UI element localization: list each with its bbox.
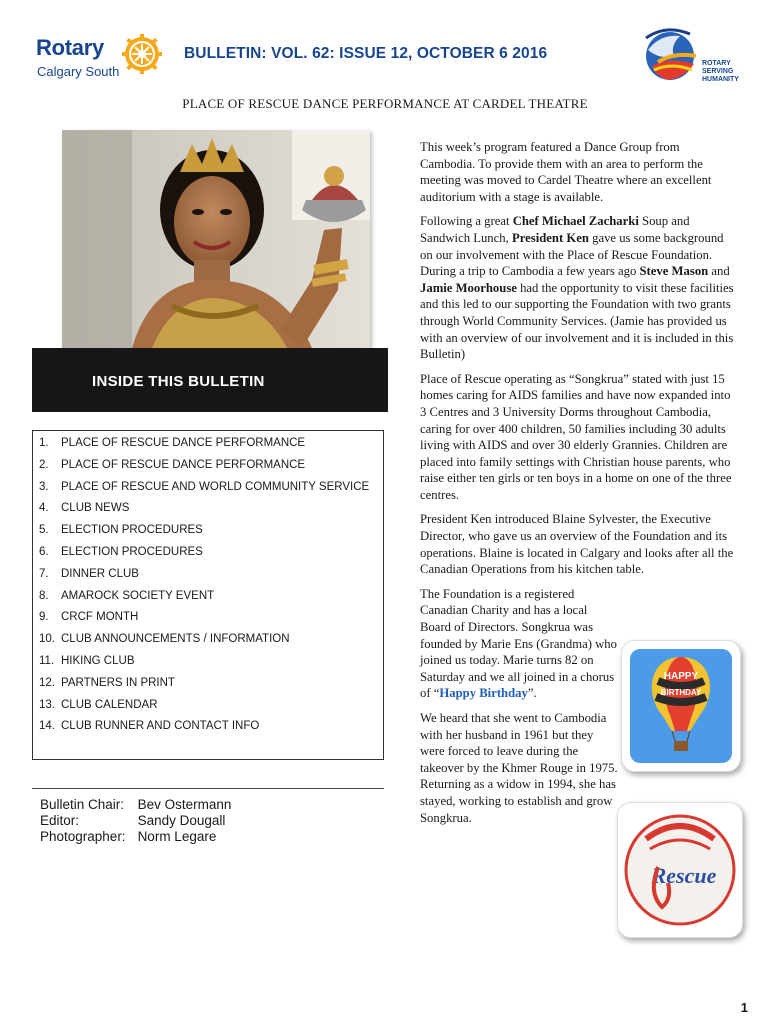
toc-item-number: 1. (39, 437, 49, 449)
toc-item (39, 437, 369, 459)
toc-item-label: ELECTION PROCEDURES (61, 524, 203, 537)
toc-item-label: PARTNERS IN PRINT (61, 676, 175, 689)
toc-item-number: 14. (39, 720, 55, 733)
rotary-wheel-icon (120, 32, 164, 76)
toc-item-number: 4. (39, 502, 49, 515)
toc-item-number: 12. (39, 676, 55, 689)
name-chef-michael-zacharki: Chef Michael Zacharki (512, 214, 639, 229)
text-run: gave us some background on our involvement with the Place of Rescue Foundation. During a trip to Cambodia a few years ago (420, 230, 724, 279)
article-paragraph-foundation (420, 586, 618, 702)
credit-name: Bev Ostermann (137, 797, 232, 812)
toc-item (39, 459, 369, 481)
article-paragraph-intro: This week’s program featured a Dance Group from Cambodia. To provide them with an area to perform the meeting was moved to Cardel Theatre where an excellent auditorium with a stage is available. (420, 140, 712, 204)
credit-row (40, 797, 243, 813)
bulletin-title: BULLETIN: VOL. 62: ISSUE 12, OCTOBER 6 2016 (184, 45, 548, 62)
name-president-ken: President Ken (511, 230, 589, 245)
toc-item-label: PLACE OF RESCUE DANCE PERFORMANCE (61, 458, 306, 471)
hot-air-balloon-icon (622, 641, 740, 771)
toc-item-label: DINNER CLUB (61, 567, 139, 580)
toc-item-label: AMAROCK SOCIETY EVENT (61, 589, 215, 602)
toc-item-number: 6. (39, 545, 49, 558)
toc-item-label: CRCF MONTH (61, 611, 139, 624)
toc-item (39, 568, 369, 590)
article-headline: PLACE OF RESCUE DANCE PERFORMANCE AT CARDEL THEATRE (182, 96, 588, 111)
toc-item (39, 699, 369, 721)
name-steve-mason: Steve Mason (639, 264, 709, 279)
theme-text-serving: SERVING (702, 68, 734, 75)
text-run: Following a great (420, 214, 513, 229)
credits-table (40, 797, 243, 845)
toc-item-number: 7. (39, 567, 49, 580)
table-of-contents (32, 430, 384, 760)
credit-name: Sandy Dougall (137, 813, 226, 828)
toc-item (39, 481, 369, 503)
toc-item (39, 720, 369, 742)
toc-item (39, 655, 369, 677)
text-run: and (708, 264, 730, 279)
toc-item (39, 546, 369, 568)
rotary-serving-humanity-logo (640, 26, 750, 92)
article-paragraph-executive-director: President Ken introduced Blaine Sylvester, the Executive Director, who gave us an overview of the Foundation and its operations. Blaine is located in Calgary and looks after all the Canadian Operations from his kitchen table. (420, 512, 734, 577)
logo-wordmark: Rotary (36, 35, 104, 60)
toc-item-label: CLUB NEWS (61, 502, 130, 515)
happy-birthday-balloon-image (621, 640, 741, 772)
credit-row (40, 829, 243, 845)
toc-item-number: 3. (39, 480, 49, 493)
toc-item (39, 611, 369, 633)
toc-item-number: 13. (39, 698, 55, 711)
toc-item-number: 9. (39, 611, 49, 624)
happy-birthday-text: Happy Birthday (439, 686, 528, 701)
rotary-calgary-south-logo (36, 32, 166, 82)
toc-item (39, 502, 369, 524)
rescue-logo-icon (618, 803, 742, 937)
inside-this-bulletin-title: INSIDE THIS BULLETIN (92, 373, 265, 390)
bulletin-credits (32, 788, 384, 1014)
text-run: ”. (527, 686, 537, 701)
toc-item-number: 10. (39, 633, 55, 646)
balloon-text-happy: HAPPY (663, 671, 699, 682)
text-run: The Foundation is a registered Canadian Charity and has a local Board of Directors. Songkrua was founded by Marie Ens (Grandma) who joined us today. Marie turns 82 on Saturday and we all joined in a chorus of “ (420, 586, 617, 701)
toc-item-number: 11. (39, 654, 55, 667)
toc-item-label: CLUB CALENDAR (61, 698, 158, 711)
toc-item (39, 524, 369, 546)
toc-list (39, 437, 369, 742)
inside-this-bulletin-banner (32, 348, 388, 412)
toc-item-label: CLUB ANNOUNCEMENTS / INFORMATION (61, 633, 290, 646)
theme-text-humanity: HUMANITY (702, 76, 739, 83)
balloon-text-birthday: BIRTHDAY (660, 688, 702, 697)
logo-club-name: Calgary South (37, 64, 120, 79)
toc-item-label: PLACE OF RESCUE AND WORLD COMMUNITY SERVICE (61, 480, 370, 493)
globe-theme-icon (640, 26, 702, 92)
rescue-logo-text: Rescue (651, 863, 717, 888)
place-of-rescue-logo (617, 802, 743, 938)
toc-item (39, 633, 369, 655)
toc-item (39, 590, 369, 612)
credit-role: Editor: (40, 813, 80, 828)
credit-name: Norm Legare (137, 829, 217, 844)
article-paragraph-songkrua: Place of Rescue operating as “Songkrua” stated with just 15 homes caring for AIDS families and have now expanded into 3 Centres and 3 University Dorms throughout Cambodia, caring for over 400 children, 50 families including 30 adults living with AIDS and over 30 elderly Grannies. Children are placed into family settings with Christian house parents, who raise either ten girls or ten boys in a home on one of the three centres. (420, 371, 732, 502)
text-run: had the opportunity to visit these facilities and this led to our supporting the Foundation with two grants through World Community Services. (Jamie has provided us with an overview of our involvement and it is included in this Bulletin) (420, 280, 734, 362)
article-paragraph-history: We heard that she went to Cambodia with her husband in 1961 but they were forced to leave during the takeover by the Khmer Rouge in 1975. Returning as a widow in 1994, she has stayed, working to establish and grow Songkrua. (420, 711, 618, 825)
theme-text-rotary: ROTARY (702, 60, 731, 67)
toc-item-number: 8. (39, 589, 49, 602)
text-run: Soup and Sandwich Lunch, (420, 214, 690, 245)
name-jamie-moorhouse: Jamie Moorhouse (420, 280, 517, 295)
toc-item-number: 5. (39, 524, 49, 537)
toc-item-number: 2. (39, 458, 49, 471)
credit-row (40, 813, 243, 829)
credit-role: Photographer: (40, 829, 126, 844)
dancer-photo-image (62, 130, 370, 348)
toc-item-label: CLUB RUNNER AND CONTACT INFO (61, 720, 260, 733)
toc-item (39, 677, 369, 699)
toc-item-label: HIKING CLUB (61, 654, 135, 667)
toc-item-label: PLACE OF RESCUE DANCE PERFORMANCE (61, 437, 306, 449)
article-paragraph-background (420, 213, 735, 362)
page-number: 1 (740, 1000, 748, 1015)
dancer-photo (62, 130, 370, 348)
credit-role: Bulletin Chair: (40, 797, 125, 812)
toc-item-label: ELECTION PROCEDURES (61, 545, 203, 558)
